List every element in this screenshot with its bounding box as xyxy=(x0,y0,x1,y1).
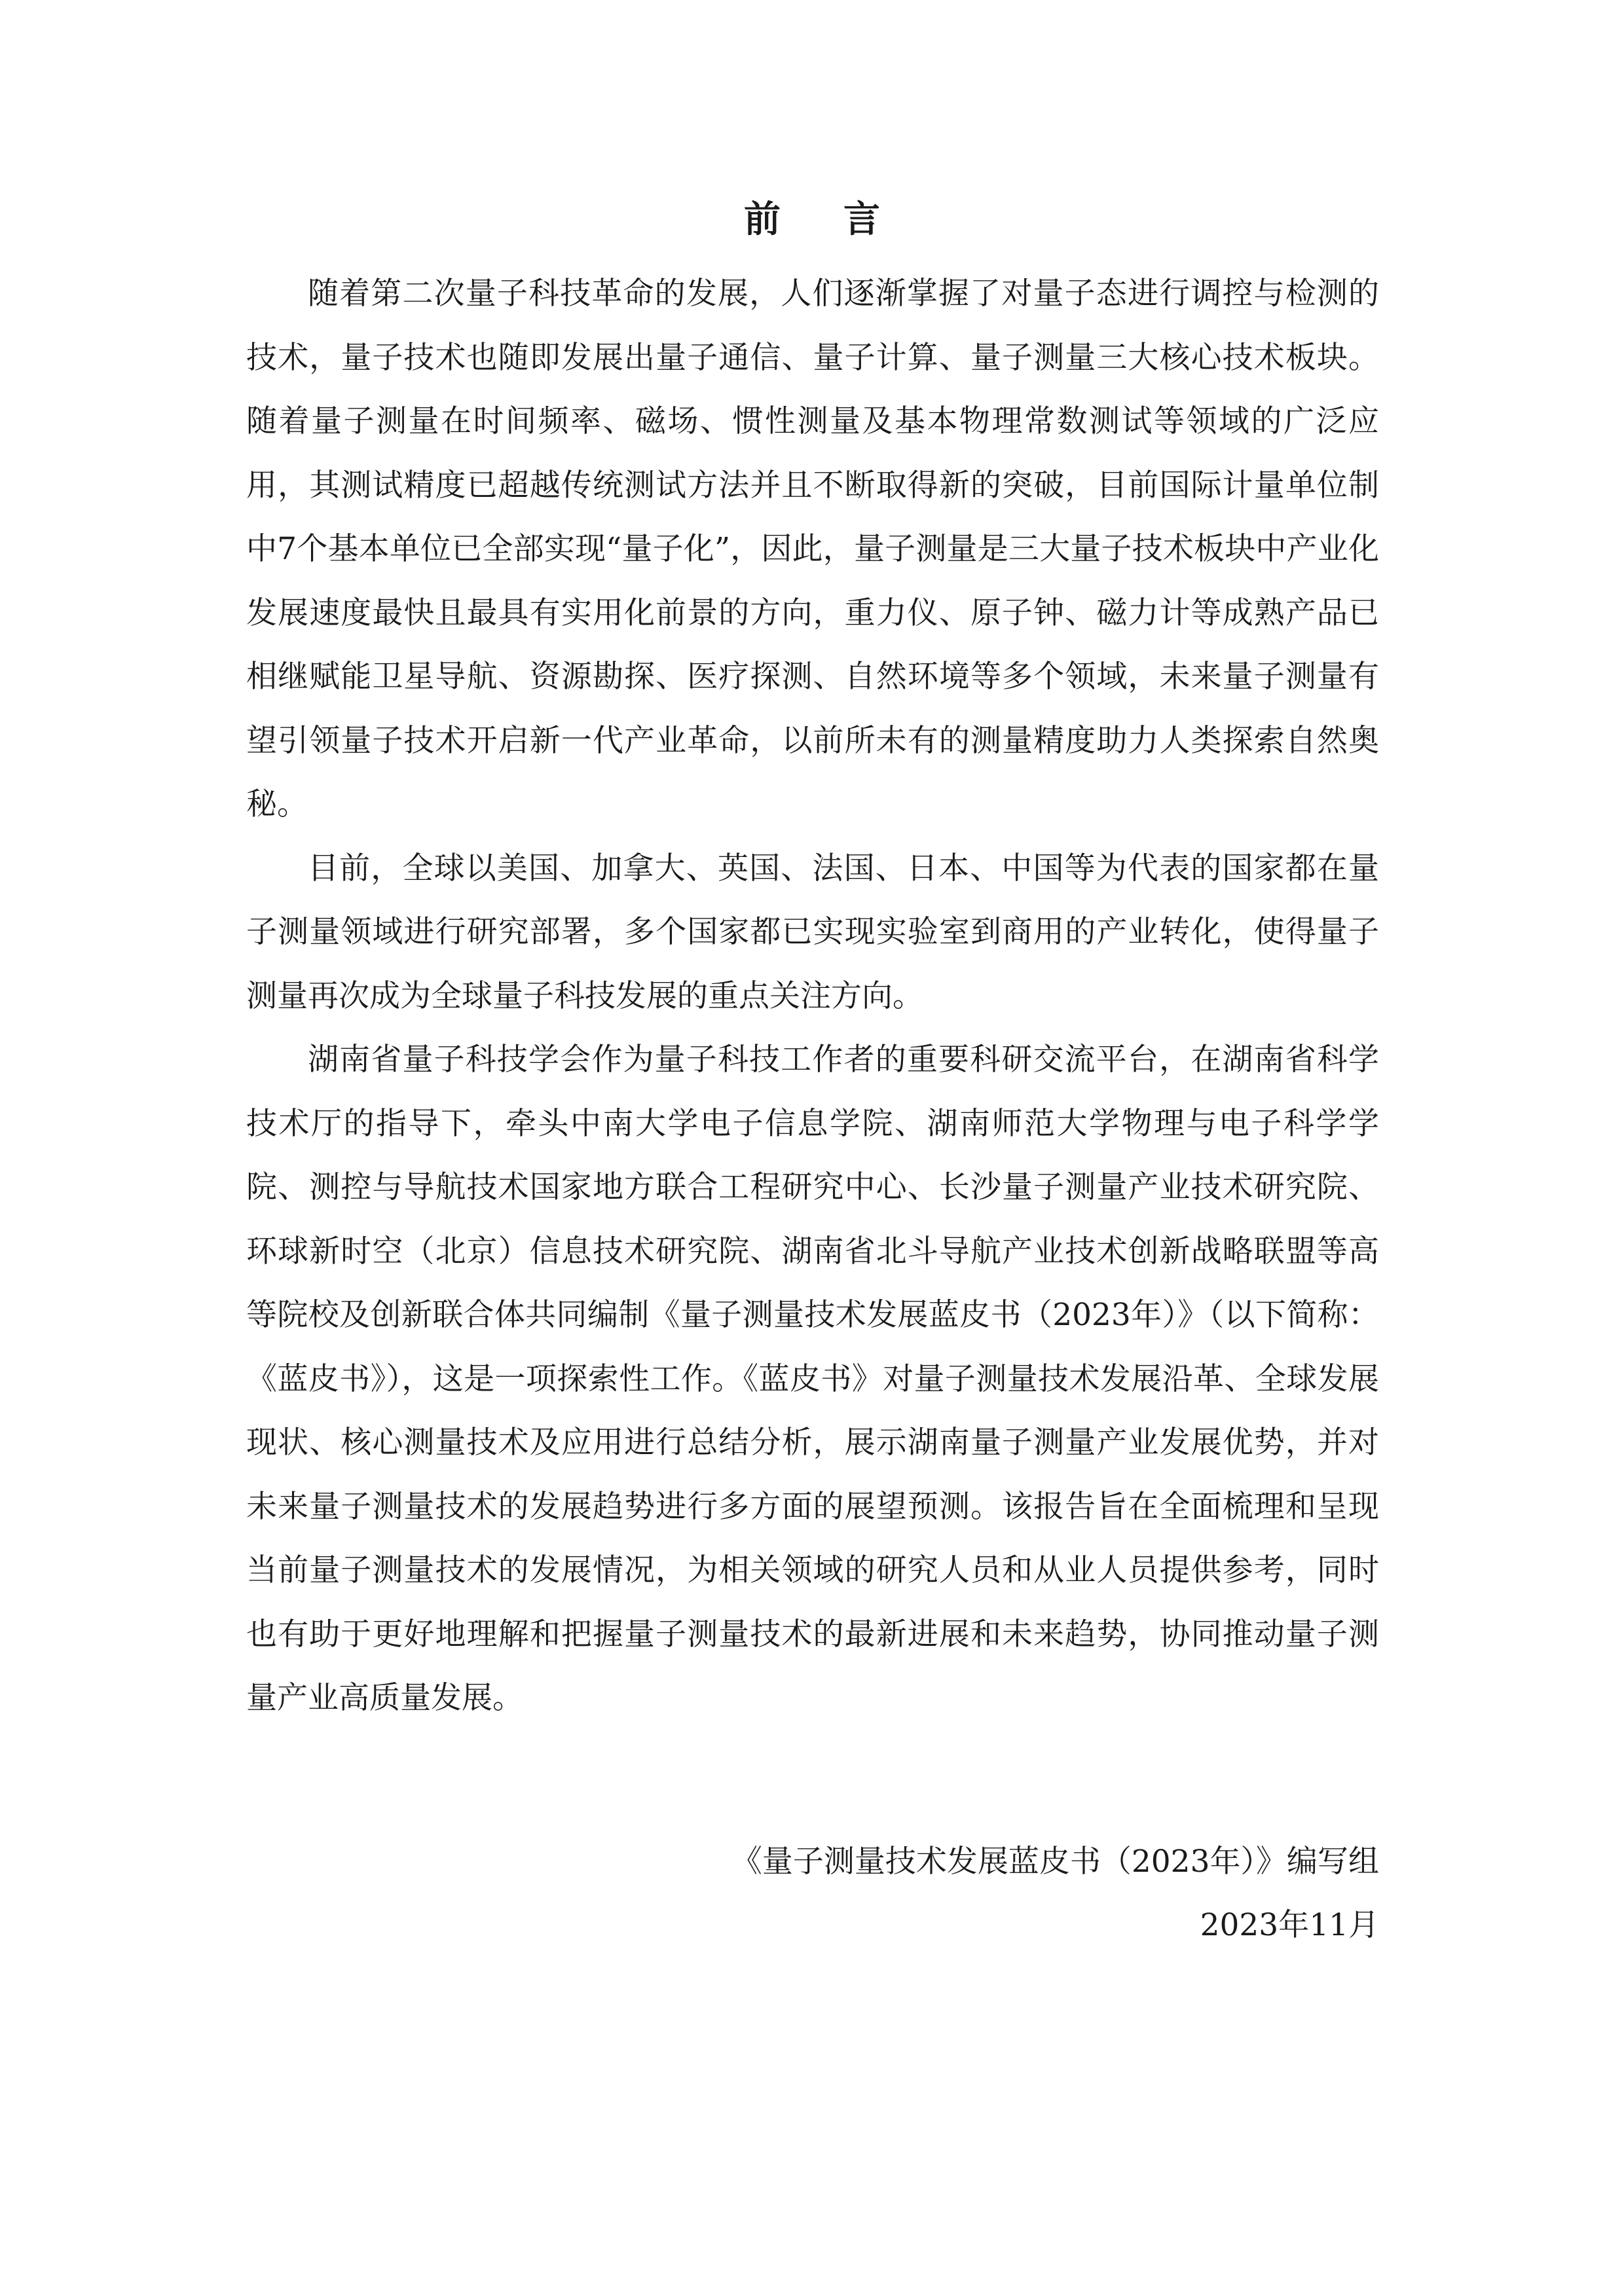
preface-body xyxy=(246,262,1379,1730)
paragraph-1: 随着第二次量子科技革命的发展，人们逐渐掌握了对量子态进行调控与检测的技术，量子技术也随即发展出量子通信、量子计算、量子测量三大核心技术板块。随着量子测量在时间频率、磁场、惯性测量及基本物理常数测试等领域的广泛应用，其测试精度已超越传统测试方法并且不断取得新的突破，目前国际计量单位制中7个基本单位已全部实现“量子化”，因此，量子测量是三大量子技术板块中产业化发展速度最快且最具有实用化前景的方向，重力仪、原子钟、磁力计等成熟产品已相继赋能卫星导航、资源勘探、医疗探测、自然环境等多个领域，未来量子测量有望引领量子技术开启新一代产业革命，以前所未有的测量精度助力人类探索自然奥秘。 xyxy=(246,276,1379,822)
signature-date: 2023年11月 xyxy=(1200,1907,1379,1943)
page-title: 前言 xyxy=(744,198,943,241)
signature-block xyxy=(731,1830,1379,1957)
paragraph-3: 湖南省量子科技学会作为量子科技工作者的重要科研交流平台，在湖南省科学技术厅的指导下，牵头中南大学电子信息学院、湖南师范大学物理与电子科学学院、测控与导航技术国家地方联合工程研究中心、长沙量子测量产业技术研究院、环球新时空（北京）信息技术研究院、湖南省北斗导航产业技术创新战略联盟等高等院校及创新联合体共同编制《量子测量技术发展蓝皮书（2023年）》（以下简称：《蓝皮书》），这是一项探索性工作。《蓝皮书》对量子测量技术发展沿革、全球发展现状、核心测量技术及应用进行总结分析，展示湖南量子测量产业发展优势，并对未来量子测量技术的发展趋势进行多方面的展望预测。该报告旨在全面梳理和呈现当前量子测量技术的发展情况，为相关领域的研究人员和从业人员提供参考，同时也有助于更好地理解和把握量子测量技术的最新进展和未来趋势，协同推动量子测量产业高质量发展。 xyxy=(246,1042,1379,1716)
paragraph-2: 目前，全球以美国、加拿大、英国、法国、日本、中国等为代表的国家都在量子测量领域进行研究部署，多个国家都已实现实验室到商用的产业转化，使得量子测量再次成为全球量子科技发展的重点关注方向。 xyxy=(246,850,1379,1014)
signature-author: 《量子测量技术发展蓝皮书（2023年）》编写组 xyxy=(731,1844,1379,1880)
